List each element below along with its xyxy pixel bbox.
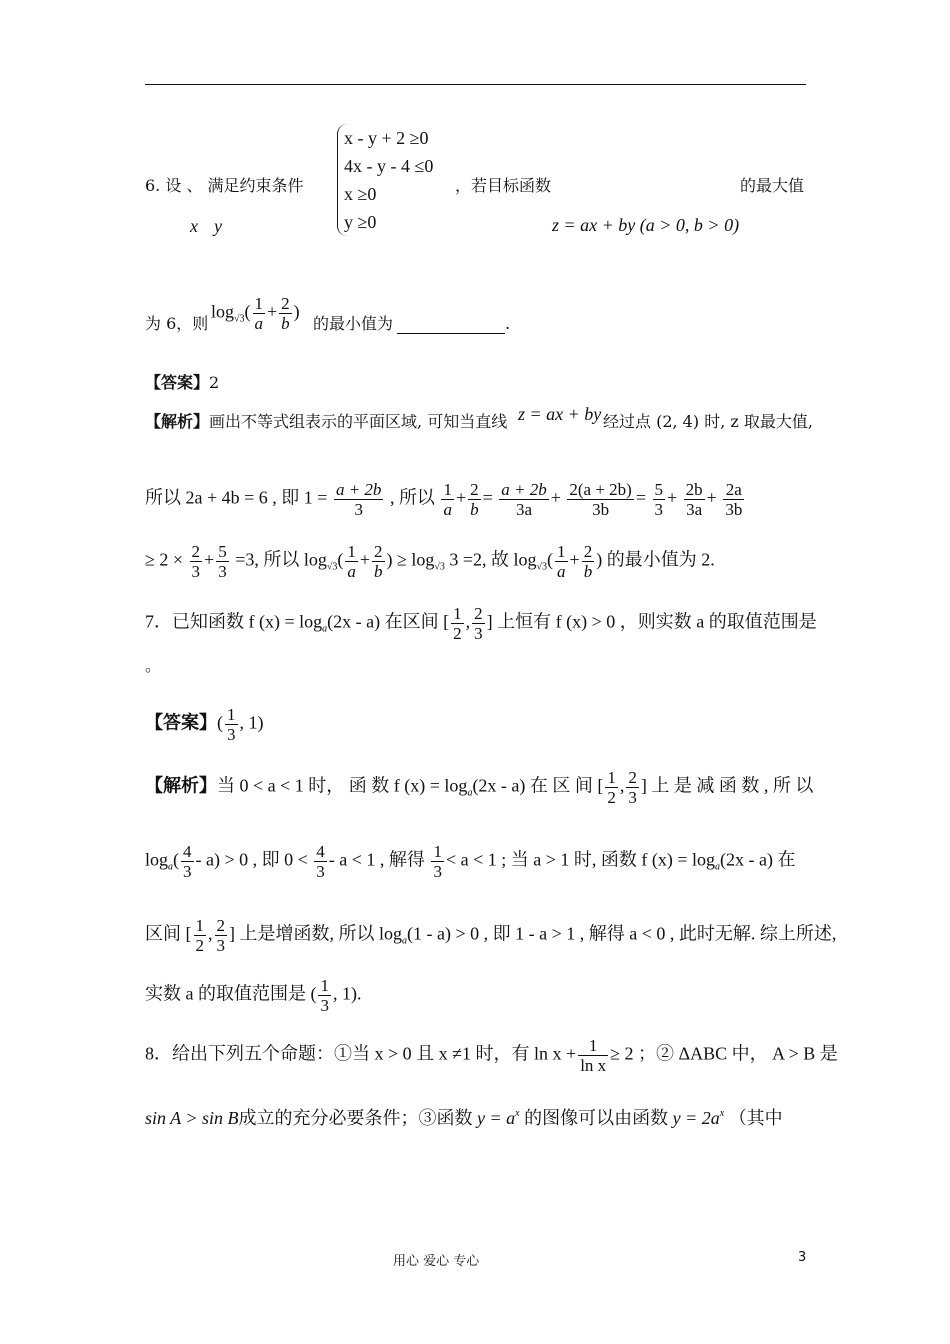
constraint-4: y ≥0 — [344, 212, 377, 232]
q8-line1: 8．给出下列五个命题：①当 x > 0 且 x ≠1 时，有 ln x + $\frac{1}{\text{ln x}}$ ≥ 2 ；② ΔABC 中， A > B 是 — [145, 1036, 838, 1075]
q6-log-expr: $\log_{√3}$( $\frac{1}{a}$ + $\frac{2}{b}$ ) — [211, 294, 300, 333]
constraint-2: 4x - y - 4 ≤0 — [344, 156, 434, 176]
footer-text: 用心 爱心 专心 — [393, 1254, 480, 1269]
q6-var-y: y — [214, 216, 222, 236]
q7-line1: 7．已知函数 f $(x) = \log_a(2x - a)$ 在区间 [ $\frac{1}{2}$ , $\frac{2}{3}$ ] 上恒有 f (x) > 0 ，则实数 a 的取值范围是 — [145, 604, 817, 643]
q6-prefix: 6. 设 、 满足约束条件 — [145, 176, 304, 195]
q8-line2: sin A > sin B成立的充分必要条件；③函数 $y = a^x$ 的图像可以由函数 $y = 2a^x$ （其中 — [145, 1108, 783, 1128]
q6-line-expr: z = ax + by — [518, 404, 602, 424]
q6-line2-suffix: 的最小值为 — [313, 314, 394, 333]
q7-answer: 【答案】( $\frac{1}{3}$ , 1) — [145, 705, 264, 744]
q6-answer: 【答案】2 — [145, 373, 220, 392]
answer-blank: . — [397, 314, 510, 334]
q6-line2-prefix: 为 6，则 — [145, 314, 209, 333]
q6-var-x: x — [190, 216, 198, 236]
q6-objective: z = ax + by (a > 0, b > 0) — [552, 215, 740, 235]
page-number: 3 — [798, 1250, 807, 1265]
constraint-3: x ≥0 — [344, 184, 377, 204]
q6-analysis-line3: ≥ 2 × $\frac{2}{3}$ + $\frac{5}{3}$ =3, 所以 $\log_{√3}$( $\frac{1}{a}$ + $\frac{2}{b}$ ) ≥ $\log_{√3} 3 =2$, 故 $\log_{√3}$( $\frac{1}{a}$ + $\frac{2}{b}$ ) 的最小值为 2. — [145, 542, 715, 581]
q7-analysis-line3: 区间 [ $\frac{1}{2}$ , $\frac{2}{3}$ ] 上是增函数, 所以 $\log_a(1 - a) > 0$ , 即 1 - a > 1 , 解得 a < 0 , 此时无解. 综上所述, — [145, 916, 837, 955]
q6-analysis-line2: 所以 2a + 4b = 6 , 即 1 = $\frac{a + 2b}{3}$ , 所以 $\frac{1}{a}$ + $\frac{2}{b}$ = $\frac{a + 2b}{3a}$ + $\frac{2(a + 2b)}{3b}$ = $\frac{5}{3}$ + $\frac{2b}{3a}$ + $\frac{2a}{3b}$ — [145, 480, 743, 519]
q7-analysis-line1: 【解析】当 0 < a < 1 时， 函 数 f $(x) = \log_a(2x - a)$ 在 区 间 [ $\frac{1}{2}$ , $\frac{2}{3}$ ] 上 是 减 函 数 , 所 以 — [145, 768, 814, 807]
q7-analysis-line4: 实数 a 的取值范围是 ( $\frac{1}{3}$ , 1). — [145, 976, 362, 1015]
q7-analysis-line2: $\log_a$( $\frac{4}{3}$ - a) > 0 , 即 0 < $\frac{4}{3}$ - a < 1 , 解得 $\frac{1}{3}$ < a < 1 ; 当 a > 1 时, 函数 f $(x) = \log_a(2x - a)$ 在 — [145, 842, 796, 881]
q6-suffix: 的最大值 — [740, 176, 805, 195]
q6-analysis-line1: 【解析】画出不等式组表示的平面区域, 可知当直线 — [145, 412, 508, 431]
header-rule — [145, 84, 806, 85]
q6-mid: ，若目标函数 — [455, 176, 552, 195]
q6-analysis-line1b: 经过点 (2, 4) 时, z 取最大值, — [603, 412, 813, 431]
q7-line2: 。 — [145, 656, 162, 675]
constraint-1: x - y + 2 ≥0 — [344, 128, 429, 148]
